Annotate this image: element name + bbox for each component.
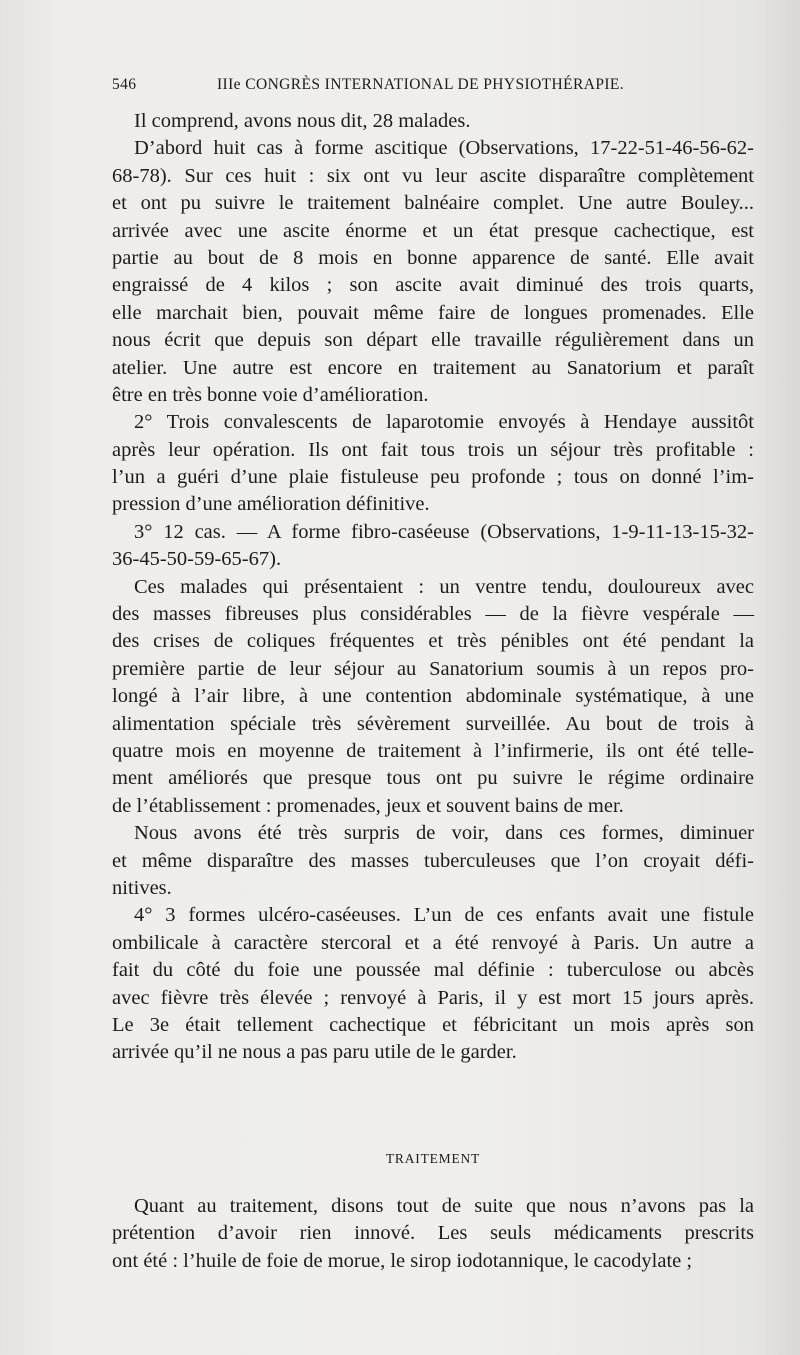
running-title: IIIe CONGRÈS INTERNATIONAL DE PHYSIOTHÉRAPIE. xyxy=(217,76,625,93)
text-line: Quant au traitement, disons tout de suite que nous n’avons pas la xyxy=(134,1195,754,1217)
text-line: après leur opération. Ils ont fait tous trois un séjour très profitable : xyxy=(112,438,754,461)
text-line: ment améliorés que presque tous ont pu suivre le régime ordinaire xyxy=(112,767,754,790)
text-line: pression d’une amélioration définitive. xyxy=(112,493,430,516)
paragraph xyxy=(112,820,754,902)
text-line: 36-45-50-59-65-67). xyxy=(112,548,282,571)
text-line: l’un a guéri d’une plaie fistuleuse peu profonde ; tous on donné l’im- xyxy=(112,466,754,489)
text-line: Il comprend, avons nous dit, 28 malades. xyxy=(134,110,471,132)
text-line: prétention d’avoir rien innové. Les seuls médicaments prescrits xyxy=(112,1222,754,1245)
text-line: alimentation spéciale très sévèrement surveillée. Au bout de trois à xyxy=(112,712,754,735)
text-line: fait du côté du foie une poussée mal définie : tuberculose ou abcès xyxy=(112,959,754,982)
text-line: des crises de coliques fréquentes et très pénibles ont été pendant la xyxy=(112,630,754,653)
running-header xyxy=(112,76,782,100)
text-line: des masses fibreuses plus considérables — de la fièvre vespérale — xyxy=(112,603,754,626)
text-line: de l’établissement : promenades, jeux et souvent bains de mer. xyxy=(112,794,624,817)
text-line: nous écrit que depuis son départ elle travaille régulièrement dans un xyxy=(112,329,754,352)
paragraph xyxy=(112,1193,754,1275)
text-line: première partie de leur séjour au Sanatorium soumis à un repos pro- xyxy=(112,657,754,680)
text-line: ont été : l’huile de foie de morue, le sirop iodotannique, le cacodylate ; xyxy=(112,1249,693,1272)
section-heading: TRAITEMENT xyxy=(385,1151,481,1166)
text-line: Le 3e était tellement cachectique et fébricitant un mois après son xyxy=(112,1013,754,1036)
text-line: arrivée avec une ascite énorme et un état presque cachectique, est xyxy=(112,219,754,242)
text-line: avec fièvre très élevée ; renvoyé à Paris, il y est mort 15 jours après. xyxy=(112,986,754,1009)
text-line: elle marchait bien, pouvait même faire de longues promenades. Elle xyxy=(112,301,754,324)
text-line: 2° Trois convalescents de laparotomie envoyés à Hendaye aussitôt xyxy=(134,411,754,434)
text-line: 3° 12 cas. — A forme fibro-caséeuse (Observations, 1-9-11-13-15-32- xyxy=(134,520,754,543)
text-line: ombilicale à caractère stercoral et a été renvoyé à Paris. Un autre a xyxy=(112,931,754,954)
paragraph xyxy=(112,409,754,519)
text-line: nitives. xyxy=(112,876,172,899)
text-line: longé à l’air libre, à une contention abdominale systématique, à une xyxy=(112,685,754,708)
paragraph xyxy=(112,902,754,1066)
paragraph xyxy=(112,135,754,409)
text-line: être en très bonne voie d’amélioration. xyxy=(112,383,429,406)
text-line: 68-78). Sur ces huit : six ont vu leur ascite disparaître complètement xyxy=(112,164,754,187)
text-line: arrivée qu’il ne nous a pas paru utile de le garder. xyxy=(112,1041,517,1064)
body-text xyxy=(112,108,754,1067)
text-line: Ces malades qui présentaient : un ventre tendu, douloureux avec xyxy=(134,575,754,598)
text-line: et ont pu suivre le traitement balnéaire complet. Une autre Bouley... xyxy=(112,192,754,215)
text-line: et même disparaître des masses tuberculeuses que l’on croyait défi- xyxy=(112,849,754,872)
text-line: Nous avons été très surpris de voir, dans ces formes, diminuer xyxy=(134,822,754,845)
paragraph xyxy=(112,108,754,135)
text-line: D’abord huit cas à forme ascitique (Observations, 17-22-51-46-56-62- xyxy=(134,137,754,160)
text-line: quatre mois en moyenne de traitement à l’infirmerie, ils ont été telle- xyxy=(112,739,754,762)
paragraph xyxy=(112,519,754,574)
section-body-text xyxy=(112,1193,754,1275)
text-line: 4° 3 formes ulcéro-caséeuses. L’un de ces enfants avait une fistule xyxy=(134,904,754,927)
paragraph xyxy=(112,574,754,821)
page-number: 546 xyxy=(112,76,137,93)
text-line: engraissé de 4 kilos ; son ascite avait diminué des trois quarts, xyxy=(112,274,754,297)
text-line: partie au bout de 8 mois en bonne apparence de santé. Elle avait xyxy=(112,246,754,269)
text-line: atelier. Une autre est encore en traitement au Sanatorium et paraît xyxy=(112,356,754,379)
